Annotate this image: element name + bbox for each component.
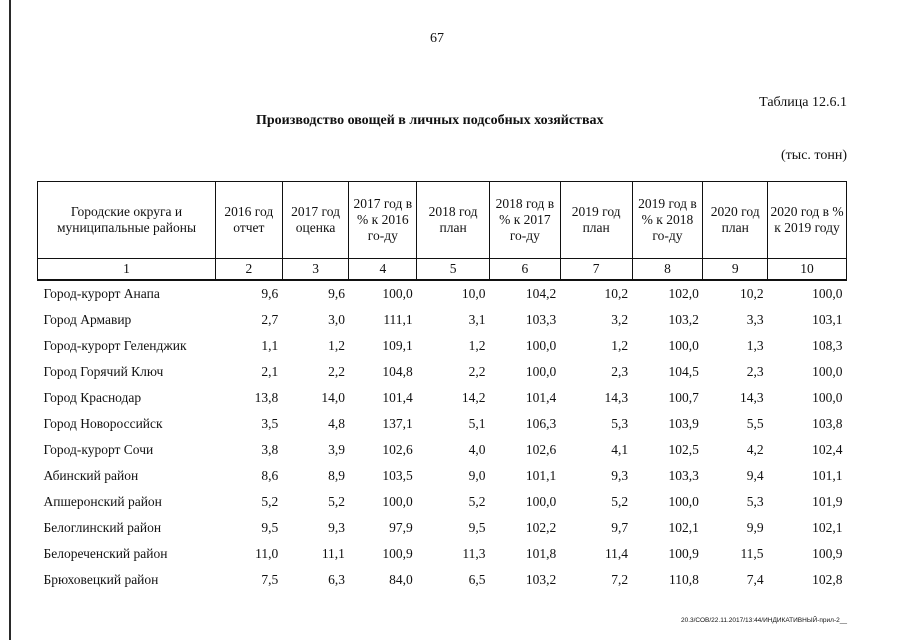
value-cell: 100,0: [812, 364, 843, 379]
value-cell: 102,1: [812, 520, 843, 535]
value-cell: 102,8: [812, 572, 843, 587]
value-cell: 103,3: [668, 468, 699, 483]
value-cell: 104,2: [525, 286, 557, 301]
units-label: (тыс. тонн): [781, 148, 847, 163]
value-cell: 101,4: [382, 390, 413, 405]
value-cell: 2,2: [468, 364, 486, 379]
value-cell: 3,0: [328, 312, 345, 327]
header-row: [38, 182, 847, 259]
value-cell: 110,8: [668, 572, 699, 587]
page-left-border: [9, 0, 11, 640]
value-cell: 100,0: [812, 390, 843, 405]
value-cell: 108,3: [812, 338, 843, 353]
value-cell: 5,2: [328, 494, 345, 509]
column-number: 4: [349, 259, 417, 281]
column-header: 2017 год в % к 2016 го-ду: [349, 182, 417, 259]
value-cell: 102,1: [668, 520, 699, 535]
value-cell: 100,0: [668, 494, 699, 509]
value-cell: 100,0: [382, 286, 413, 301]
district-name-cell: Город Краснодар: [43, 390, 142, 405]
value-cell: 7,5: [261, 572, 279, 587]
table-title: Производство овощей в личных подсобных хозяйствах: [256, 113, 604, 128]
value-cell: 6,5: [468, 572, 486, 587]
value-cell: 5,5: [746, 416, 764, 431]
column-number: 1: [38, 259, 216, 281]
value-cell: 1,3: [746, 338, 764, 353]
value-cell: 7,2: [611, 572, 629, 587]
district-name-cell: Город Горячий Ключ: [43, 364, 164, 379]
value-cell: 9,9: [746, 520, 764, 535]
value-cell: 106,3: [525, 416, 557, 431]
column-header: 2018 год в % к 2017 го-ду: [489, 182, 560, 259]
value-cell: 104,5: [668, 364, 699, 379]
district-name-cell: Абинский район: [43, 468, 139, 483]
value-cell: 102,5: [668, 442, 699, 457]
column-header: 2020 год в % к 2019 году: [768, 182, 847, 259]
value-cell: 3,2: [611, 312, 629, 327]
value-cell: 84,0: [389, 572, 413, 587]
district-name-cell: Белореченский район: [43, 546, 168, 561]
value-cell: 9,3: [328, 520, 345, 535]
value-cell: 5,2: [468, 494, 486, 509]
value-cell: 101,8: [525, 546, 557, 561]
table-row: [38, 437, 847, 463]
table-row: [38, 463, 847, 489]
value-cell: 9,6: [261, 286, 279, 301]
vegetable-production-table: [37, 181, 847, 593]
value-cell: 2,7: [261, 312, 279, 327]
value-cell: 9,0: [468, 468, 486, 483]
column-number: 6: [489, 259, 560, 281]
page-number: 67: [430, 31, 444, 46]
value-cell: 100,0: [382, 494, 413, 509]
value-cell: 2,2: [328, 364, 345, 379]
column-header: Городские округа и муниципальные районы: [38, 182, 216, 259]
value-cell: 10,2: [604, 286, 629, 301]
value-cell: 101,9: [812, 494, 843, 509]
value-cell: 9,4: [746, 468, 764, 483]
value-cell: 9,6: [328, 286, 345, 301]
value-cell: 11,4: [604, 546, 629, 561]
column-header: 2019 год в % к 2018 го-ду: [632, 182, 703, 259]
value-cell: 9,7: [611, 520, 629, 535]
district-name-cell: Город-курорт Анапа: [43, 286, 160, 301]
value-cell: 4,0: [468, 442, 486, 457]
value-cell: 4,8: [328, 416, 345, 431]
value-cell: 100,0: [525, 338, 557, 353]
value-cell: 100,0: [525, 364, 557, 379]
table-row: [38, 541, 847, 567]
value-cell: 2,1: [261, 364, 279, 379]
table-row: [38, 411, 847, 437]
value-cell: 137,1: [382, 416, 413, 431]
value-cell: 103,2: [525, 572, 557, 587]
value-cell: 104,8: [382, 364, 413, 379]
column-number: 3: [282, 259, 349, 281]
column-header: 2019 год план: [560, 182, 632, 259]
value-cell: 1,2: [468, 338, 486, 353]
value-cell: 102,2: [525, 520, 557, 535]
value-cell: 4,2: [746, 442, 764, 457]
value-cell: 2,3: [611, 364, 629, 379]
footer-document-code: 20.3/СОВ/22.11.2017/13:44/ИНДИКАТИВНЫЙ-прил-2__: [680, 617, 847, 624]
value-cell: 1,2: [611, 338, 629, 353]
value-cell: 1,2: [328, 338, 345, 353]
district-name-cell: Город Новороссийск: [43, 416, 163, 431]
value-cell: 100,0: [812, 286, 843, 301]
column-header: 2016 год отчет: [215, 182, 282, 259]
value-cell: 7,4: [746, 572, 764, 587]
value-cell: 8,9: [328, 468, 345, 483]
table-row: [38, 359, 847, 385]
table-row: [38, 280, 847, 307]
column-header: 2017 год оценка: [282, 182, 349, 259]
column-header: 2020 год план: [703, 182, 768, 259]
value-cell: 5,3: [746, 494, 764, 509]
value-cell: 4,1: [611, 442, 629, 457]
district-name-cell: Город-курорт Геленджик: [43, 338, 187, 353]
value-cell: 3,5: [261, 416, 279, 431]
value-cell: 9,3: [611, 468, 629, 483]
value-cell: 10,0: [461, 286, 486, 301]
value-cell: 14,2: [461, 390, 486, 405]
value-cell: 2,3: [746, 364, 764, 379]
value-cell: 101,1: [525, 468, 557, 483]
column-number: 5: [417, 259, 490, 281]
value-cell: 14,3: [604, 390, 629, 405]
column-number: 7: [560, 259, 632, 281]
table-body: [38, 280, 847, 593]
district-name-cell: Город-курорт Сочи: [43, 442, 154, 457]
value-cell: 5,2: [611, 494, 629, 509]
value-cell: 97,9: [389, 520, 413, 535]
value-cell: 13,8: [254, 390, 279, 405]
column-number-row: [38, 259, 847, 281]
value-cell: 5,2: [261, 494, 279, 509]
value-cell: 3,8: [261, 442, 279, 457]
column-header: 2018 год план: [417, 182, 490, 259]
value-cell: 6,3: [328, 572, 345, 587]
value-cell: 3,1: [468, 312, 486, 327]
table-row: [38, 307, 847, 333]
column-number: 10: [768, 259, 847, 281]
value-cell: 5,1: [468, 416, 486, 431]
value-cell: 11,0: [255, 546, 279, 561]
value-cell: 14,3: [739, 390, 764, 405]
district-name-cell: Апшеронский район: [43, 494, 162, 509]
value-cell: 8,6: [261, 468, 279, 483]
value-cell: 101,4: [525, 390, 557, 405]
value-cell: 102,4: [812, 442, 843, 457]
value-cell: 103,9: [668, 416, 699, 431]
table-row: [38, 385, 847, 411]
value-cell: 103,3: [525, 312, 557, 327]
value-cell: 10,2: [739, 286, 764, 301]
value-cell: 11,5: [740, 546, 764, 561]
value-cell: 100,9: [382, 546, 413, 561]
column-number: 2: [215, 259, 282, 281]
value-cell: 102,6: [382, 442, 413, 457]
value-cell: 5,3: [611, 416, 629, 431]
value-cell: 9,5: [468, 520, 486, 535]
value-cell: 100,9: [812, 546, 843, 561]
value-cell: 109,1: [382, 338, 413, 353]
column-number: 9: [703, 259, 768, 281]
value-cell: 9,5: [261, 520, 279, 535]
table-row: [38, 489, 847, 515]
value-cell: 111,1: [383, 312, 413, 327]
value-cell: 1,1: [261, 338, 279, 353]
table-row: [38, 333, 847, 359]
district-name-cell: Белоглинский район: [43, 520, 162, 535]
value-cell: 11,1: [321, 546, 345, 561]
column-number: 8: [632, 259, 703, 281]
value-cell: 100,0: [668, 338, 699, 353]
value-cell: 100,9: [668, 546, 699, 561]
value-cell: 102,0: [668, 286, 699, 301]
value-cell: 100,7: [668, 390, 699, 405]
table-number: Таблица 12.6.1: [759, 95, 847, 110]
value-cell: 14,0: [321, 390, 345, 405]
value-cell: 103,1: [812, 312, 843, 327]
value-cell: 103,2: [668, 312, 699, 327]
value-cell: 101,1: [812, 468, 843, 483]
table-row: [38, 515, 847, 541]
district-name-cell: Город Армавир: [43, 312, 132, 327]
value-cell: 102,6: [525, 442, 557, 457]
value-cell: 11,3: [462, 546, 486, 561]
value-cell: 3,3: [746, 312, 764, 327]
value-cell: 100,0: [525, 494, 557, 509]
value-cell: 3,9: [328, 442, 345, 457]
district-name-cell: Брюховецкий район: [43, 572, 159, 587]
value-cell: 103,5: [382, 468, 413, 483]
table-row: [38, 567, 847, 593]
value-cell: 103,8: [812, 416, 843, 431]
